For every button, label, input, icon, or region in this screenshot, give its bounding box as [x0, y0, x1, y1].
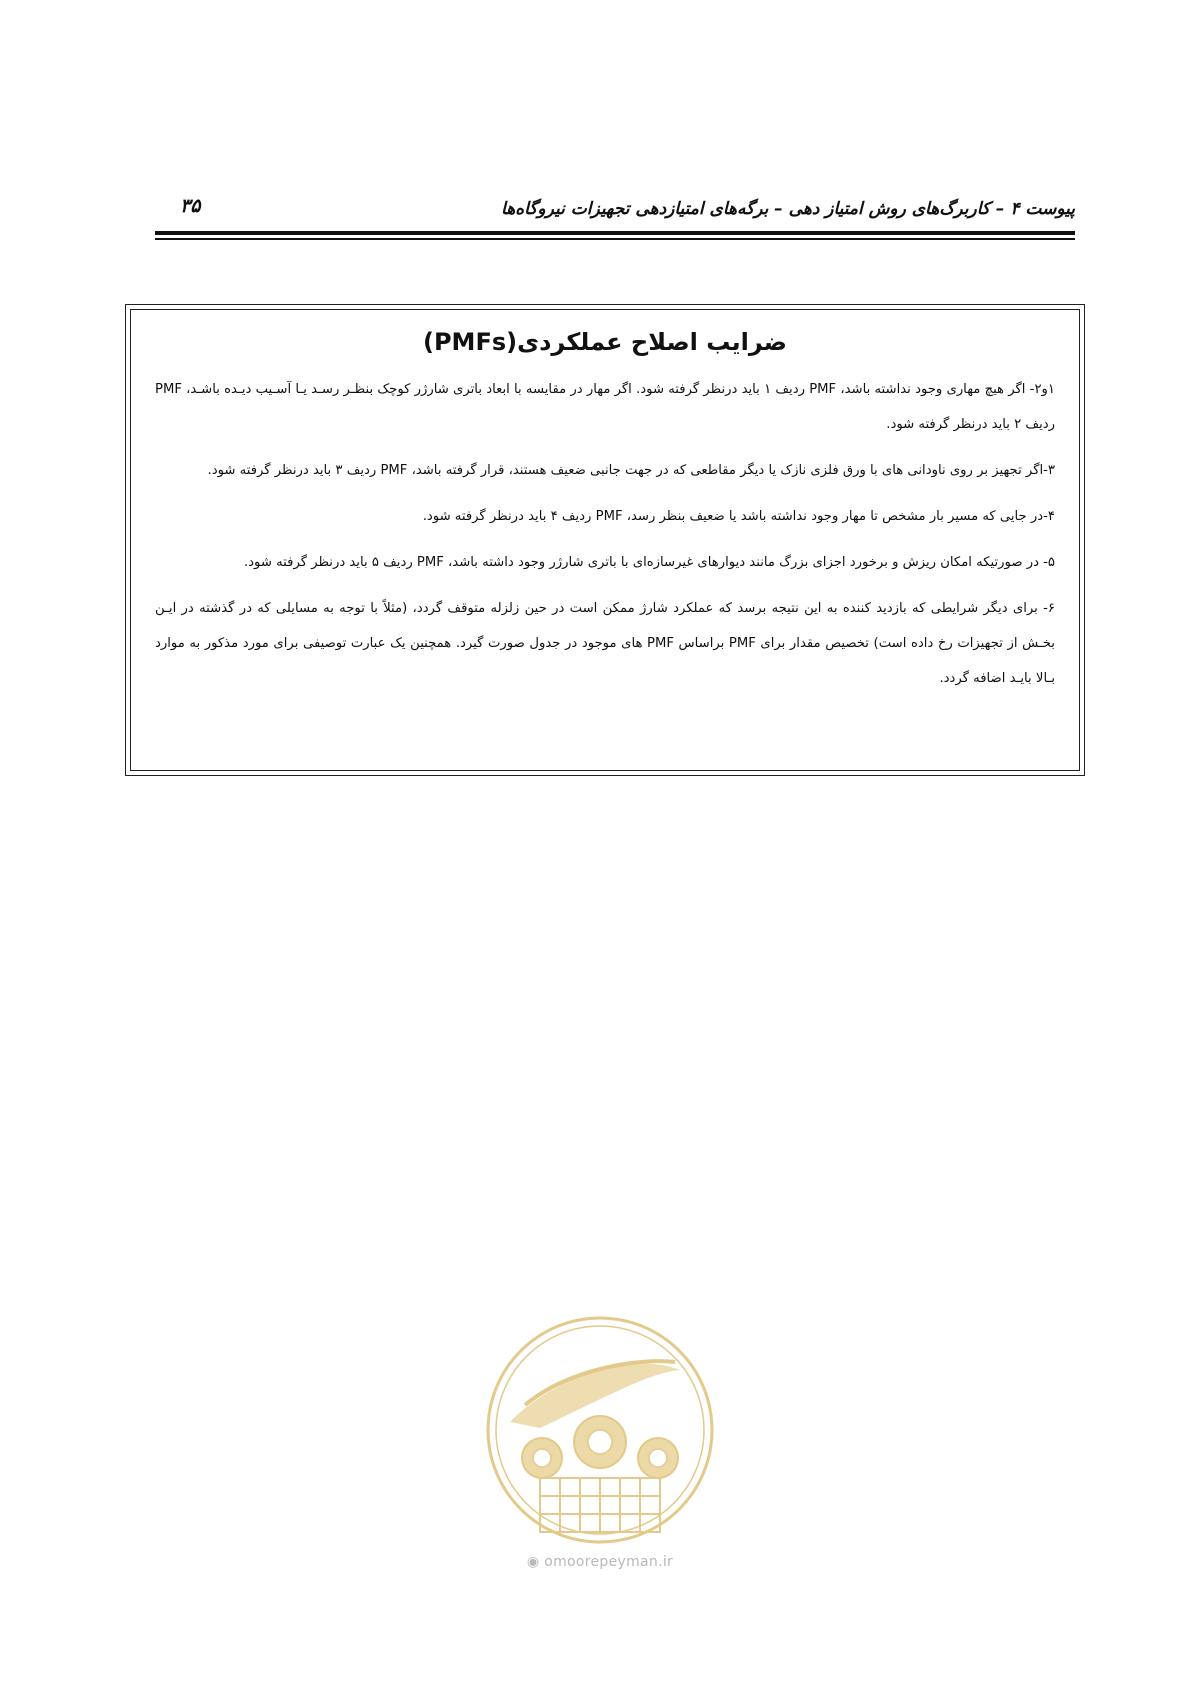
- header-rule-thin: [155, 238, 1075, 240]
- pmf-paragraph-5: ۵- در صورتیکه امکان ریزش و برخورد اجزای بزرگ مانند دیوارهای غیرسازه‌ای با باتری شارژر وجود داشته باشد، PMF ردیف ۵ باید درنظر گرفته شود.: [243, 555, 1055, 570]
- watermark-seal-icon: [480, 1310, 720, 1550]
- page-number: ۳۵: [180, 195, 201, 217]
- globe-icon: ◉: [526, 1554, 540, 1570]
- pmf-box-title: ضرایب اصلاح عملکردی(PMFs): [423, 328, 787, 356]
- pmf-paragraph-4: ۴-در جایی که مسیر بار مشخص تا مهار وجود نداشته باشد یا ضعیف بنظر رسد، PMF ردیف ۴ باید درنظر گرفته شود.: [422, 509, 1055, 524]
- watermark-url-text: omoorepeyman.ir: [544, 1554, 674, 1570]
- header-rule-thick: [155, 231, 1075, 235]
- watermark-url: [480, 1554, 720, 1570]
- watermark-logo: [480, 1310, 720, 1590]
- pmf-paragraph-3: ۳-اگر تجهیز بر روی ناودانی های با ورق فلزی نازک یا دیگر مقاطعی که در جهت جانبی ضعیف هستند، قرار گرفته باشد، PMF ردیف ۳ باید درنظر گرفته شود.: [207, 463, 1055, 478]
- pmf-box: [125, 304, 1085, 776]
- pmf-paragraph-1-2: ۱و۲- اگر هیچ مهاری وجود نداشته باشد، PMF ردیف ۱ باید درنظر گرفته شود. اگر مهار در مقایسه با ابعاد باتری شارژر کوچک بنظـر رسـد یـا آسـیب دیـده باشـد، PMF ردیف ۲ باید درنظر گرفته شود.: [155, 382, 1055, 432]
- page-header: [155, 195, 1075, 227]
- running-header-title: پیوست ۴ – کاربرگ‌های روش امتیاز دهی – برگه‌های امتیازدهی تجهیزات نیروگاه‌ها: [501, 199, 1075, 219]
- pmf-box-inner: [130, 309, 1080, 771]
- pmf-paragraph-6: ۶- برای دیگر شرایطی که بازدید کننده به این نتیجه برسد که عملکرد شارژ ممکن است در حین زلزله متوقف گردد، (مثلاً با توجه به مسایلی که در گذشته در ایـن بخـش از تجهیزات رخ داده است) تخصیص مقدار برای PMF براساس PMF های موجود در جدول صورت گیرد. همچنین یک عبارت توصیفی برای مورد مذکور به موارد بـالا بایـد اضافه گردد.: [155, 601, 1055, 686]
